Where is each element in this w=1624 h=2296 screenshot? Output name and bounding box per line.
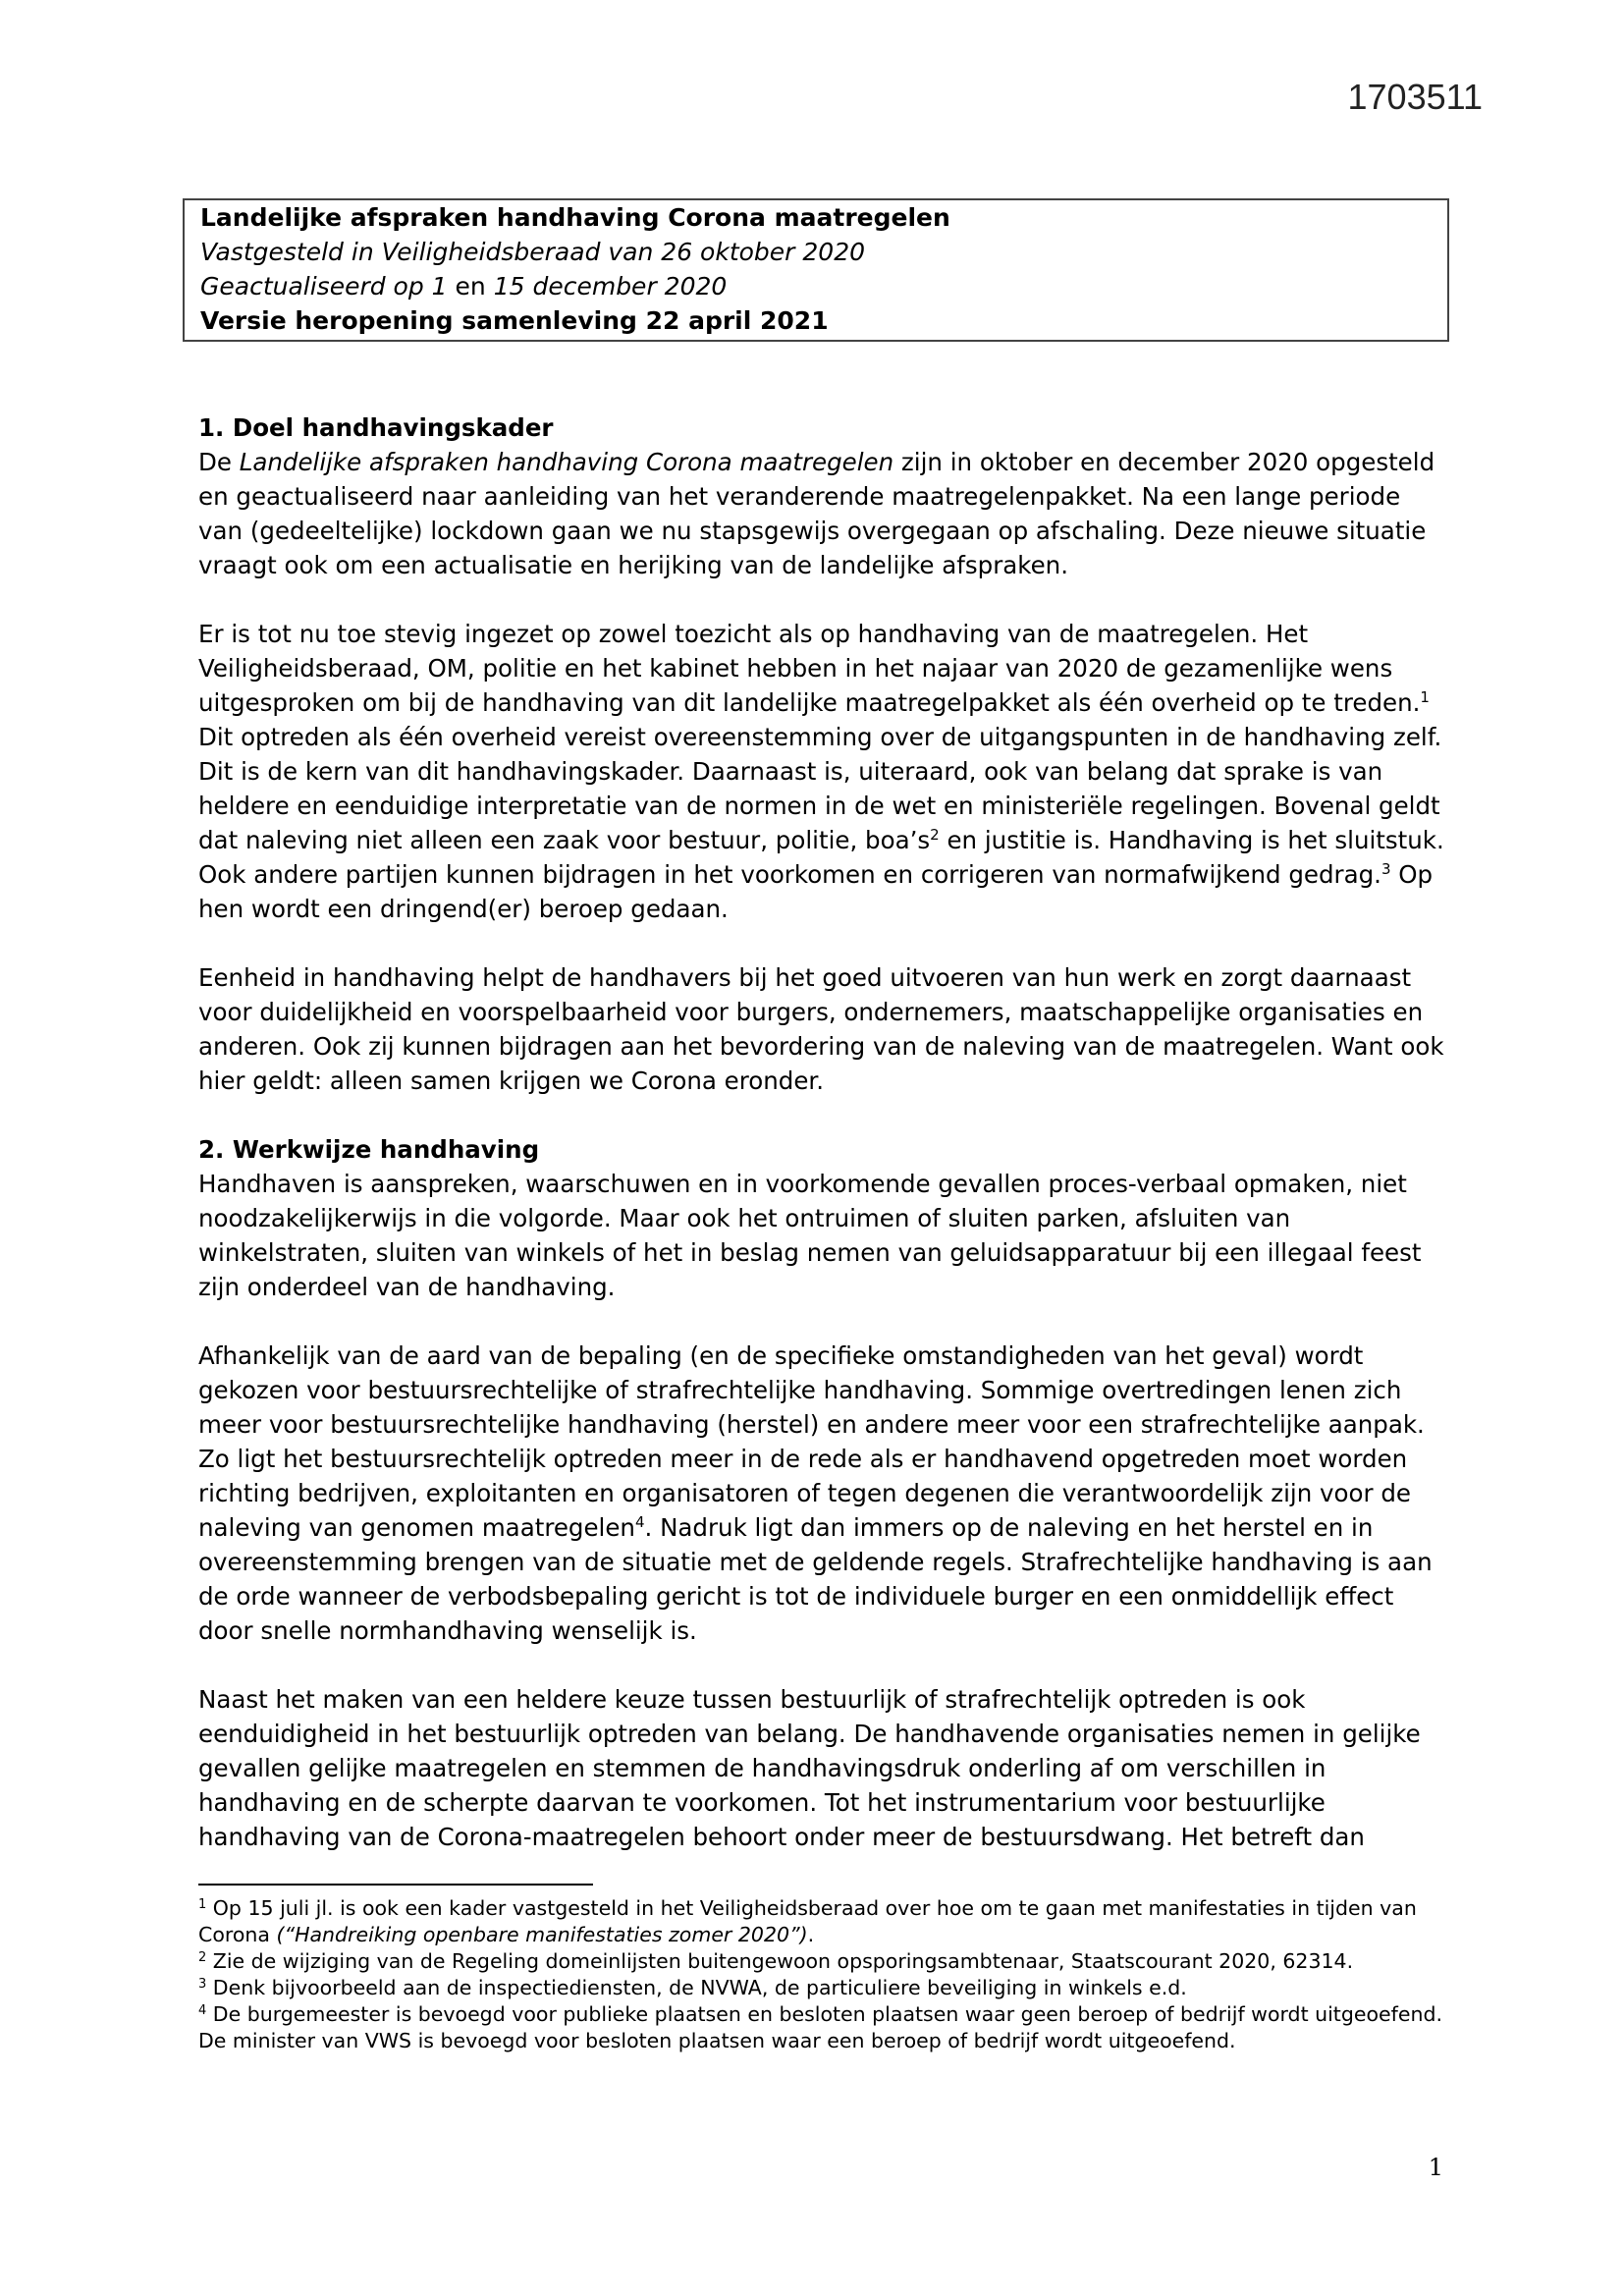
footnote-3: $^3$ Denk bijvoorbeeld aan de inspectiediensten, de NVWA, de particuliere beveiliging in winkels e.d. — [198, 1976, 1187, 1999]
page-number: 1 — [1428, 2154, 1443, 2181]
footnote-1: $^1$ Op 15 juli jl. is ook een kader vastgesteld in het Veiligheidsberaad over hoe om te gaan met manifestaties in tijden van Corona (“Handreiking openbare manifestaties zomer 2020”). — [198, 1896, 1417, 1946]
footnote-ref-2[interactable]: 2 — [930, 826, 940, 844]
footnote-4: $^4$ De burgemeester is bevoegd voor publieke plaatsen en besloten plaatsen waar geen beroep of bedrijf wordt uitgeoefend. De minister van VWS is bevoegd voor besloten plaatsen waar een beroep of bedrijf wordt uitgeoefend. — [198, 2002, 1442, 2052]
updated-line: Geactualiseerd op 1 en 15 december 2020 — [200, 272, 728, 301]
section-2-paragraph-1: Handhaven is aanspreken, waarschuwen en in voorkomende gevallen proces-verbaal opmaken, niet noodzakelijkerwijs in die volgorde. Maar ook het ontruimen of sluiten parken, afsluiten van winkelstraten, sluiten van winkels of het in beslag nemen van geluidsapparatuur bij een illegaal feest zijn onderdeel van de handhaving. — [198, 1170, 1422, 1301]
document-body — [198, 410, 1445, 1854]
document-title: Landelijke afspraken handhaving Corona maatregelen — [200, 203, 950, 232]
footnote-ref-4[interactable]: 4 — [634, 1513, 645, 1531]
document-id: 1703511 — [1347, 77, 1483, 117]
section-1-paragraph-1: De Landelijke afspraken handhaving Corona maatregelen zijn in oktober en december 2020 opgesteld en geactualiseerd naar aanleiding van het veranderende maatregelenpakket. Na een lange periode van (gedeeltelijke) lockdown gaan we nu stapsgewijs overgegaan op afschaling. Deze nieuwe situatie vraagt ook om een actualisatie en herijking van de landelijke afspraken. — [198, 448, 1435, 579]
section-1-paragraph-3: Eenheid in handhaving helpt de handhavers bij het goed uitvoeren van hun werk en zorgt daarnaast voor duidelijkheid en voorspelbaarheid voor burgers, ondernemers, maatschappelijke organisaties en anderen. Ook zij kunnen bijdragen aan het bevordering van de naleving van de maatregelen. Want ook hier geldt: alleen samen krijgen we Corona eronder. — [198, 963, 1444, 1095]
title-box — [183, 198, 1449, 342]
established-line: Vastgesteld in Veiligheidsberaad van 26 oktober 2020 — [200, 238, 866, 266]
section-2-heading: 2. Werkwijze handhaving — [198, 1135, 540, 1164]
footnote-divider — [198, 1884, 593, 1886]
version-line: Versie heropening samenleving 22 april 2021 — [200, 306, 829, 335]
section-2-paragraph-2: Afhankelijk van de aard van de bepaling (en de specifieke omstandigheden van het geval) wordt gekozen voor bestuursrechtelijke of strafrechtelijke handhaving. Sommige overtredingen lenen zich meer voor bestuursrechtelijke handhaving (herstel) en andere meer voor een strafrechtelijke aanpak. Zo ligt het bestuursrechtelijk optreden meer in de rede als er handhavend opgetreden moet worden richting bedrijven, exploitanten en organisatoren of tegen degenen die verantwoordelijk zijn voor de naleving van genomen maatregelen$^4$. Nadruk ligt dan immers op de naleving en het herstel en in overeenstemming brengen van de situatie met de geldende regels. Strafrechtelijke handhaving is aan de orde wanneer de verbodsbepaling gericht is tot de individuele burger en een onmiddellijk effect door snelle normhandhaving wenselijk is. — [198, 1341, 1433, 1645]
footnote-2: $^2$ Zie de wijziging van de Regeling domeinlijsten buitengewoon opsporingsambtenaar, Staatscourant 2020, 62314. — [198, 1949, 1354, 1973]
section-1-paragraph-2: Er is tot nu toe stevig ingezet op zowel toezicht als op handhaving van de maatregelen. Het Veiligheidsberaad, OM, politie en het kabinet hebben in het najaar van 2020 de gezamenlijke wens uitgesproken om bij de handhaving van dit landelijke maatregelpakket als één overheid op te treden.$^1$ Dit optreden als één overheid vereist overeenstemming over de uitgangspunten in de handhaving zelf. Dit is de kern van dit handhavingskader. Daarnaast is, uiteraard, ook van belang dat sprake is van heldere en eenduidige interpretatie van de normen in de wet en ministeriële regelingen. Bovenal geldt dat naleving niet alleen een zaak voor bestuur, politie, $boa’s^2$ en justitie is. Handhaving is het sluitstuk. Ook andere partijen kunnen bijdragen in het voorkomen en corrigeren van normafwijkend gedrag.$^3$ Op hen wordt een dringend(er) beroep gedaan. — [198, 620, 1444, 923]
footnote-ref-1[interactable]: 1 — [1420, 688, 1430, 706]
footnote-ref-3[interactable]: 3 — [1380, 860, 1391, 878]
section-1-heading: 1. Doel handhavingskader — [198, 413, 554, 442]
section-2-paragraph-3: Naast het maken van een heldere keuze tussen bestuurlijk of strafrechtelijk optreden is ook eenduidigheid in het bestuurlijk optreden van belang. De handhavende organisaties nemen in gelijke gevallen gelijke maatregelen en stemmen de handhavingsdruk onderling af om verschillen in handhaving en de scherpte daarvan te voorkomen. Tot het instrumentarium voor bestuurlijke handhaving van de Corona-maatregelen behoort onder meer de bestuursdwang. Het betreft dan — [198, 1685, 1421, 1851]
footnotes — [198, 1895, 1445, 2054]
